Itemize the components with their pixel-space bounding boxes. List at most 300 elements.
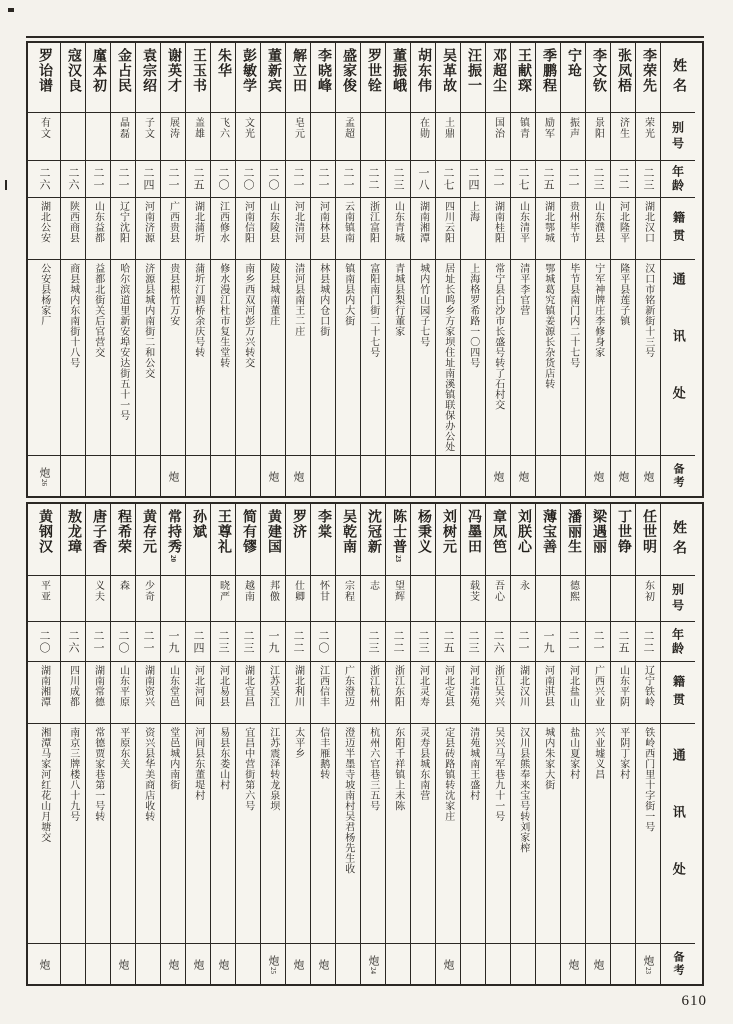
address-cell-text: 江苏震泽转龙泉坝 xyxy=(267,727,279,811)
person-column xyxy=(636,504,661,984)
row-label-native-text: 籍贯 xyxy=(671,210,686,247)
address-cell-text: 毕节县南门内二十七号 xyxy=(567,263,579,368)
address-cell-text: 南乡西双河彭万兴转交 xyxy=(242,263,254,368)
remark-cell-text: 炮 xyxy=(617,470,629,482)
age-cell xyxy=(486,622,510,662)
address-cell xyxy=(311,260,335,456)
name-cell-text: 袁宗绍 xyxy=(141,48,156,93)
person-column xyxy=(136,504,161,984)
remark-cell-text: 炮 xyxy=(267,954,279,966)
alias-cell-text: 孟超 xyxy=(342,117,354,139)
remark-cell xyxy=(111,944,135,984)
address-cell xyxy=(161,260,185,456)
alias-cell-text: 振声 xyxy=(567,117,579,139)
address-cell-text: 盐山夏家村 xyxy=(567,727,579,780)
name-cell xyxy=(411,43,435,113)
native-place-cell-text: 湖北汉川 xyxy=(517,665,529,707)
address-cell xyxy=(28,724,60,944)
person-column xyxy=(411,504,436,984)
name-cell-text: 黄建国 xyxy=(266,509,281,554)
address-cell xyxy=(361,724,385,944)
name-cell-text: 吴乾南 xyxy=(341,509,356,554)
remark-cell-text: 炮 xyxy=(492,470,504,482)
alias-cell xyxy=(436,576,460,622)
age-cell-text: 二二 xyxy=(617,167,629,191)
person-column xyxy=(161,43,186,496)
alias-cell-text: 吾心 xyxy=(492,580,504,602)
age-cell-text: 二六 xyxy=(67,167,79,191)
remark-cell xyxy=(136,456,160,496)
person-column xyxy=(186,504,211,984)
alias-cell-text: 子文 xyxy=(142,117,154,139)
age-cell xyxy=(586,622,610,662)
native-place-cell xyxy=(61,662,85,724)
address-cell-text: 资兴县华美商店收转 xyxy=(142,727,154,822)
native-place-cell xyxy=(586,662,610,724)
row-label-age-text: 年龄 xyxy=(670,165,685,193)
address-cell xyxy=(636,260,660,456)
age-cell xyxy=(261,161,285,198)
native-place-cell-text: 河南济源 xyxy=(142,201,154,243)
age-cell-text: 二五 xyxy=(542,167,554,191)
alias-cell xyxy=(28,576,60,622)
address-cell-text: 贵县根竹万安 xyxy=(167,263,179,326)
address-cell-text: 镇南县内大街 xyxy=(342,263,354,326)
name-cell-text: 邓超尘 xyxy=(491,48,506,93)
alias-cell xyxy=(636,576,660,622)
remark-cell-text: 炮 xyxy=(367,954,379,966)
row-label-address xyxy=(661,260,695,456)
person-column xyxy=(111,504,136,984)
alias-cell xyxy=(586,576,610,622)
age-cell-text: 二二 xyxy=(392,629,404,654)
alias-cell-text: 仕卿 xyxy=(292,580,304,602)
address-cell xyxy=(286,260,310,456)
alias-cell xyxy=(536,576,560,622)
remark-cell xyxy=(28,456,60,496)
alias-cell-text: 国治 xyxy=(492,117,504,139)
native-place-cell xyxy=(636,662,660,724)
name-cell xyxy=(161,43,185,113)
alias-cell xyxy=(461,576,485,622)
person-column xyxy=(186,43,211,496)
alias-cell xyxy=(511,113,535,161)
person-column xyxy=(536,43,561,496)
native-place-cell-text: 上海 xyxy=(467,201,479,222)
native-place-cell xyxy=(28,198,60,260)
native-place-cell xyxy=(486,198,510,260)
alias-cell-text: 怀甘 xyxy=(317,580,329,602)
person-column xyxy=(86,43,111,496)
name-cell-text: 简有镠 xyxy=(241,509,256,554)
age-cell xyxy=(86,622,110,662)
row-label-remark xyxy=(661,456,695,496)
alias-cell-text: 晓严 xyxy=(217,580,229,602)
name-cell xyxy=(136,43,160,113)
row-label-remark-text: 备考 xyxy=(672,951,684,977)
age-cell-text: 二三 xyxy=(242,629,254,654)
name-cell xyxy=(186,43,210,113)
alias-cell xyxy=(486,576,510,622)
address-cell-text: 宜昌中营街第六号 xyxy=(242,727,254,811)
name-cell-text: 黄存元 xyxy=(141,509,156,554)
remark-cell xyxy=(361,456,385,496)
native-place-cell-text: 湖北汉口 xyxy=(642,201,654,243)
address-cell xyxy=(536,724,560,944)
age-cell xyxy=(211,622,235,662)
name-cell-text: 董新宾 xyxy=(266,48,281,93)
address-cell xyxy=(586,260,610,456)
age-cell xyxy=(611,622,635,662)
address-cell xyxy=(236,260,260,456)
remark-cell-text: 炮 xyxy=(167,958,179,970)
remark-cell xyxy=(636,456,660,496)
name-cell-text: 李荣先 xyxy=(641,48,656,93)
alias-cell-text: 晶磊 xyxy=(117,117,129,139)
native-place-cell-text: 湖北利川 xyxy=(292,665,304,707)
person-column xyxy=(361,43,386,496)
address-cell-text: 汉川县熊奉来宝号转刘家榨 xyxy=(517,727,529,853)
native-place-cell-text: 河北定县 xyxy=(442,665,454,707)
alias-cell xyxy=(486,113,510,161)
address-cell xyxy=(386,724,410,944)
person-column xyxy=(61,504,86,984)
address-cell xyxy=(411,724,435,944)
row-label-alias xyxy=(661,576,695,622)
directory-table-lower xyxy=(26,502,704,986)
alias-cell xyxy=(361,113,385,161)
alias-cell xyxy=(336,576,360,622)
age-cell xyxy=(461,161,485,198)
footnote-number: 25 xyxy=(269,966,277,974)
row-label-native-text: 籍贯 xyxy=(671,674,686,711)
age-cell-text: 二一 xyxy=(167,167,179,191)
age-cell xyxy=(611,161,635,198)
native-place-cell xyxy=(461,662,485,724)
native-place-cell-text: 山东平原 xyxy=(117,665,129,707)
native-place-cell-text: 河北易县 xyxy=(217,665,229,707)
address-cell-text: 南京三牌楼八十九号 xyxy=(67,727,79,822)
remark-cell xyxy=(161,944,185,984)
native-place-cell xyxy=(336,198,360,260)
row-label-remark-text: 备考 xyxy=(672,463,684,489)
person-column xyxy=(461,43,486,496)
remark-cell xyxy=(486,456,510,496)
native-place-cell xyxy=(86,198,110,260)
alias-cell-text: 济生 xyxy=(617,117,629,139)
native-place-cell-text: 辽宁铁岭 xyxy=(642,665,654,707)
native-place-cell xyxy=(361,662,385,724)
native-place-cell-text: 江西信丰 xyxy=(317,665,329,707)
age-cell-text: 二六 xyxy=(492,629,504,654)
person-column xyxy=(336,504,361,984)
age-cell-text: 二一 xyxy=(142,629,154,654)
name-cell-text: 冯墨田 xyxy=(466,509,481,554)
person-column xyxy=(236,504,261,984)
name-cell xyxy=(86,43,110,113)
address-cell-text: 杭州六官巷三五号 xyxy=(367,727,379,811)
age-cell xyxy=(511,161,535,198)
native-place-cell-text: 广东澄迈 xyxy=(342,665,354,707)
person-column xyxy=(161,504,186,984)
native-place-cell xyxy=(186,662,210,724)
person-column xyxy=(486,504,511,984)
address-cell-text: 河间县东董堤村 xyxy=(192,727,204,801)
person-column xyxy=(136,43,161,496)
native-place-cell xyxy=(236,662,260,724)
name-cell-text: 解立田 xyxy=(291,48,306,93)
name-cell-text: 李文钦 xyxy=(591,48,606,93)
age-cell-text: 二一 xyxy=(317,167,329,191)
native-place-cell xyxy=(261,198,285,260)
name-cell xyxy=(586,43,610,113)
age-cell xyxy=(286,161,310,198)
native-place-cell-text: 江西修水 xyxy=(217,201,229,243)
name-cell-text: 董振峨 xyxy=(391,48,406,93)
age-cell-text: 二四 xyxy=(192,629,204,654)
address-cell-text: 隆平县莲子镇 xyxy=(617,263,629,326)
age-cell xyxy=(161,622,185,662)
address-cell xyxy=(536,260,560,456)
person-column xyxy=(511,504,536,984)
native-place-cell xyxy=(411,198,435,260)
alias-cell xyxy=(286,113,310,161)
row-label-column xyxy=(661,43,695,496)
age-cell-text: 二一 xyxy=(292,167,304,191)
age-cell xyxy=(411,622,435,662)
age-cell-text: 二四 xyxy=(142,167,154,191)
alias-cell-text: 邦儌 xyxy=(267,580,279,602)
native-place-cell-text: 河北灵寿 xyxy=(417,665,429,707)
alias-cell-text: 德熙 xyxy=(567,580,579,602)
age-cell xyxy=(411,161,435,198)
native-place-cell-text: 河北清河 xyxy=(292,201,304,243)
remark-cell xyxy=(286,944,310,984)
remark-cell-text: 炮 xyxy=(642,954,654,966)
age-cell-text: 二一 xyxy=(117,167,129,191)
name-cell-text: 常持秀 xyxy=(166,509,181,554)
address-cell-text: 信丰雁鹅转 xyxy=(317,727,329,780)
name-cell xyxy=(136,504,160,576)
person-column xyxy=(411,43,436,496)
native-place-cell xyxy=(311,662,335,724)
native-place-cell xyxy=(286,662,310,724)
name-cell-text: 李晓峰 xyxy=(316,48,331,93)
address-cell-text: 宁军神牌庄李修身家 xyxy=(592,263,604,358)
native-place-cell xyxy=(436,198,460,260)
alias-cell-text: 东初 xyxy=(642,580,654,602)
native-place-cell xyxy=(286,198,310,260)
native-place-cell-text: 河南信阳 xyxy=(242,201,254,243)
alias-cell xyxy=(136,576,160,622)
alias-cell xyxy=(286,576,310,622)
address-cell-text: 陵县城南董庄 xyxy=(267,263,279,326)
alias-cell xyxy=(61,576,85,622)
native-place-cell xyxy=(186,198,210,260)
age-cell xyxy=(111,161,135,198)
alias-cell xyxy=(561,576,585,622)
remark-cell xyxy=(561,456,585,496)
native-place-cell-text: 贵州毕节 xyxy=(567,201,579,243)
alias-cell-text: 景阳 xyxy=(592,117,604,139)
remark-cell xyxy=(411,944,435,984)
alias-cell xyxy=(236,576,260,622)
address-cell-text: 平阴丁家村 xyxy=(617,727,629,780)
name-cell-text: 王玉书 xyxy=(191,48,206,93)
name-cell-text: 任世明 xyxy=(641,509,656,554)
name-cell-text: 孙斌 xyxy=(191,509,206,539)
native-place-cell-text: 河南林县 xyxy=(317,201,329,243)
age-cell-text: 二〇 xyxy=(217,167,229,191)
person-column xyxy=(386,43,411,496)
native-place-cell-text: 湖北鄂城 xyxy=(542,201,554,243)
footnote-number: 24 xyxy=(369,966,377,974)
name-cell-text: 杨秉义 xyxy=(416,509,431,554)
name-cell xyxy=(636,43,660,113)
person-column xyxy=(436,43,461,496)
address-cell xyxy=(486,260,510,456)
remark-cell xyxy=(236,456,260,496)
alias-cell-text: 展涛 xyxy=(167,117,179,139)
alias-cell xyxy=(136,113,160,161)
age-cell-text: 二一 xyxy=(92,167,104,191)
alias-cell xyxy=(611,576,635,622)
name-cell xyxy=(386,43,410,113)
age-cell xyxy=(486,161,510,198)
remark-cell-text: 炮 xyxy=(38,958,50,970)
row-label-age xyxy=(661,161,695,198)
person-column xyxy=(486,43,511,496)
address-cell-text: 蒲圻汀泗桥余庆号转 xyxy=(192,263,204,358)
address-cell-text: 易县东娄山村 xyxy=(217,727,229,790)
name-cell-text: 汪振一 xyxy=(466,48,481,93)
age-cell xyxy=(636,161,660,198)
alias-cell xyxy=(86,576,110,622)
name-cell xyxy=(211,504,235,576)
age-cell xyxy=(28,622,60,662)
person-column xyxy=(111,43,136,496)
remark-cell xyxy=(511,456,535,496)
name-cell-text: 梁遇丽 xyxy=(591,509,606,554)
name-cell-text: 刘朕心 xyxy=(516,509,531,554)
address-cell xyxy=(86,724,110,944)
native-place-cell xyxy=(136,662,160,724)
age-cell xyxy=(336,161,360,198)
address-cell-text: 清平李官营 xyxy=(517,263,529,316)
address-cell-text: 汉口市铭新街十三号 xyxy=(642,263,654,358)
remark-cell-text: 炮 xyxy=(292,470,304,482)
address-cell xyxy=(211,260,235,456)
native-place-cell xyxy=(28,662,60,724)
address-cell-text: 鄂城葛究镇姜源长杂货店转 xyxy=(542,263,554,389)
remark-cell-text: 炮 xyxy=(567,958,579,970)
top-rule xyxy=(26,36,704,38)
address-cell xyxy=(261,724,285,944)
native-place-cell-text: 山东平阴 xyxy=(617,665,629,707)
address-cell xyxy=(636,724,660,944)
alias-cell xyxy=(611,113,635,161)
native-place-cell-text: 四川成都 xyxy=(67,665,79,707)
remark-cell xyxy=(236,944,260,984)
name-cell-text: 刘树元 xyxy=(441,509,456,554)
native-place-cell-text: 广西兴业 xyxy=(592,665,604,707)
remark-cell xyxy=(286,456,310,496)
native-place-cell-text: 河北盐山 xyxy=(567,665,579,707)
age-cell-text: 二〇 xyxy=(242,167,254,191)
footnote-number: 20 xyxy=(169,555,177,562)
age-cell-text: 一九 xyxy=(167,629,179,654)
native-place-cell-text: 湖南资兴 xyxy=(142,665,154,707)
remark-cell-text: 炮 xyxy=(117,958,129,970)
alias-cell xyxy=(636,113,660,161)
age-cell-text: 一八 xyxy=(417,167,429,191)
native-place-cell-text: 河南淇县 xyxy=(542,665,554,707)
native-place-cell-text: 湖北公安 xyxy=(38,201,50,243)
name-cell-text: 章凤笆 xyxy=(491,509,506,554)
name-cell xyxy=(286,43,310,113)
age-cell-text: 二三 xyxy=(367,629,379,654)
age-cell xyxy=(536,622,560,662)
alias-cell-text: 镇青 xyxy=(517,117,529,139)
age-cell-text: 二七 xyxy=(517,167,529,191)
alias-cell-text: 荣光 xyxy=(642,117,654,139)
person-column xyxy=(536,504,561,984)
age-cell-text: 二一 xyxy=(592,629,604,654)
address-cell xyxy=(361,260,385,456)
native-place-cell xyxy=(136,198,160,260)
native-place-cell-text: 河北隆平 xyxy=(617,201,629,243)
remark-cell xyxy=(336,456,360,496)
address-cell xyxy=(461,724,485,944)
alias-cell xyxy=(386,113,410,161)
alias-cell-text: 义夫 xyxy=(92,580,104,602)
native-place-cell xyxy=(561,662,585,724)
address-cell xyxy=(261,260,285,456)
address-cell-text: 清苑城南王盛村 xyxy=(467,727,479,801)
native-place-cell-text: 云南镇南 xyxy=(342,201,354,243)
address-cell xyxy=(386,260,410,456)
address-cell xyxy=(336,724,360,944)
address-cell-text: 居址长鸣乡方家坝住址南溪镇联保办公处 xyxy=(442,263,454,452)
name-cell xyxy=(28,43,60,113)
remark-cell-text: 炮 xyxy=(192,958,204,970)
age-cell-text: 二三 xyxy=(217,629,229,654)
name-cell-text: 张凤梧 xyxy=(616,48,631,93)
address-cell xyxy=(186,724,210,944)
remark-cell-text: 炮 xyxy=(167,470,179,482)
native-place-cell xyxy=(211,662,235,724)
age-cell-text: 二二 xyxy=(367,167,379,191)
alias-cell xyxy=(536,113,560,161)
alias-cell-text: 少奇 xyxy=(142,580,154,602)
row-label-remark xyxy=(661,944,695,984)
age-cell xyxy=(211,161,235,198)
native-place-cell-text: 广西贵县 xyxy=(167,201,179,243)
address-cell-text: 益都北街关后官营交 xyxy=(92,263,104,358)
age-cell-text: 二三 xyxy=(467,629,479,654)
directory-table-upper xyxy=(26,41,704,498)
address-cell xyxy=(61,260,85,456)
address-cell xyxy=(86,260,110,456)
name-cell xyxy=(536,504,560,576)
address-cell xyxy=(436,260,460,456)
alias-cell-text: 志 xyxy=(367,580,379,591)
alias-cell xyxy=(61,113,85,161)
alias-cell-text: 皂元 xyxy=(292,117,304,139)
age-cell xyxy=(136,622,160,662)
remark-cell xyxy=(386,944,410,984)
native-place-cell-text: 山东濮县 xyxy=(592,201,604,243)
